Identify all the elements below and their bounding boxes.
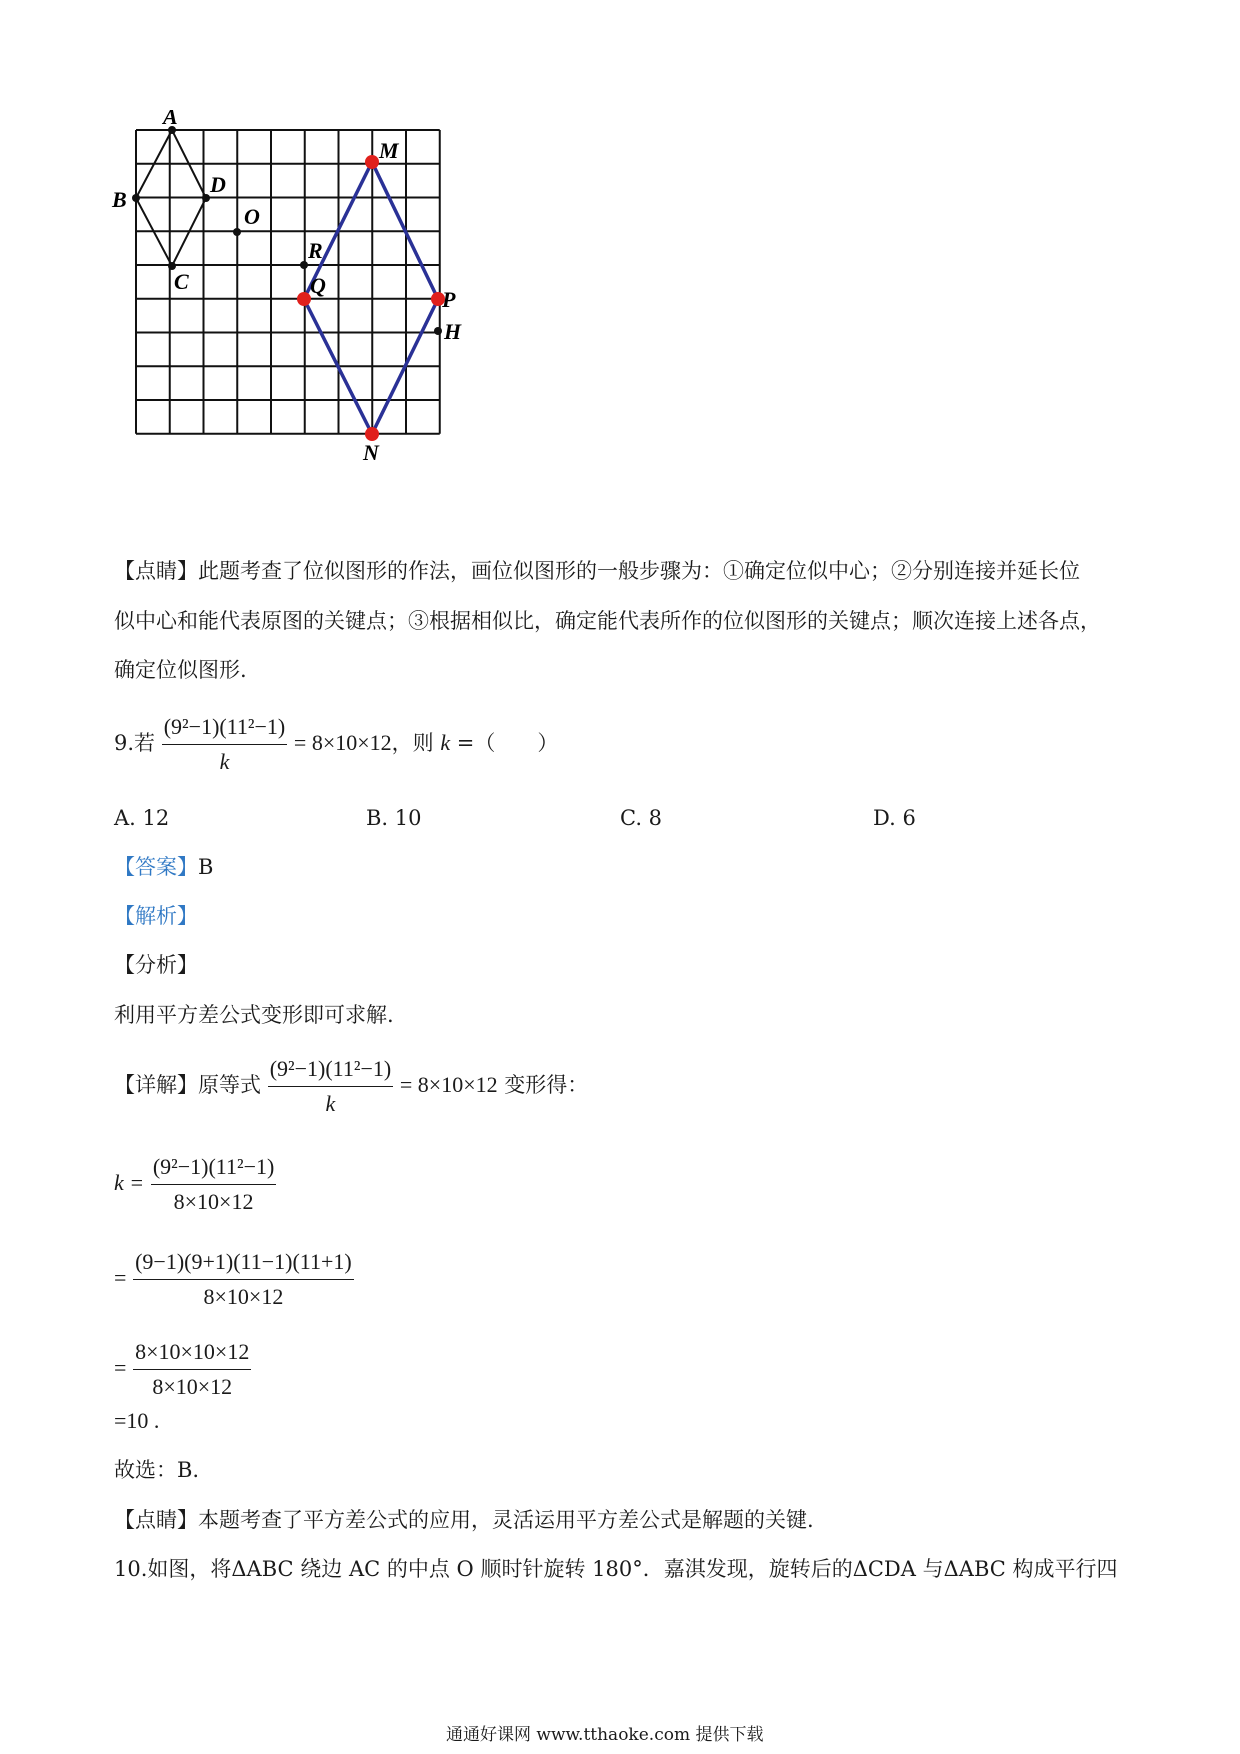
dianjing1-text1: 此题考查了位似图形的作法，画位似图形的一般步骤为：①确定位似中心；②分别连接并延长位: [198, 559, 1080, 583]
analysis-tag: 【解析】: [114, 904, 198, 928]
grid-figure: [110, 110, 530, 520]
option-c: C. 8: [620, 806, 663, 830]
label-R: R: [308, 238, 323, 263]
q9-fraction: [162, 712, 288, 777]
label-O: O: [244, 204, 260, 229]
q9-ask-var: k: [440, 730, 451, 755]
step-final: =10 .: [114, 1408, 160, 1433]
label-P: P: [442, 287, 456, 312]
dianjing1-tag: 【点睛】: [114, 559, 198, 583]
step2-eq: =: [114, 1265, 127, 1290]
step2-denominator: 8×10×12: [203, 1284, 284, 1309]
question-9: [114, 712, 558, 777]
option-a: A. 12: [114, 806, 170, 830]
detail-tail: 变形得：: [504, 1073, 589, 1097]
point-B-dot: [132, 194, 140, 202]
answer-tag: 【答案】: [114, 855, 198, 879]
q9-ask: ，则: [391, 731, 434, 755]
step1-numerator: (9²−1)(11²−1): [151, 1152, 277, 1185]
point-Q-dot: [297, 292, 311, 306]
point-O-dot: [233, 228, 241, 236]
q9-ask-eq: =（ ）: [456, 731, 559, 755]
step-3: [114, 1337, 251, 1402]
step1-denominator: 8×10×12: [173, 1189, 254, 1214]
label-A: A: [163, 110, 178, 129]
label-N: N: [363, 440, 379, 465]
point-H-dot: [434, 327, 442, 335]
step3-fraction: [133, 1337, 251, 1402]
point-D-dot: [202, 194, 210, 202]
dianjing1-line2: 似中心和能代表原图的关键点；③根据相似比，确定能代表所作的位似图形的关键点；顺次连接上述各点，: [114, 609, 1101, 633]
answer-value: B: [198, 855, 214, 879]
detail-tag: 【详解】: [114, 1073, 198, 1097]
dianjing2-tag: 【点睛】: [114, 1508, 198, 1532]
choice-text: 故选：B.: [114, 1458, 200, 1482]
q9-rhs: = 8×10×12: [293, 730, 392, 755]
step3-denominator: 8×10×12: [152, 1374, 233, 1399]
dianjing2-line: [114, 1505, 814, 1535]
label-H: H: [444, 319, 462, 344]
step2-fraction: [133, 1247, 354, 1312]
label-M: M: [379, 138, 399, 163]
detail-numerator: (9²−1)(11²−1): [268, 1054, 394, 1087]
step1-fraction: [151, 1152, 277, 1217]
footer-text: 通通好课网 www.tthaoke.com 提供下载: [446, 1725, 764, 1745]
step3-numerator: 8×10×10×12: [133, 1337, 251, 1370]
point-M-dot: [365, 155, 379, 169]
q9-denominator: k: [219, 749, 230, 774]
fenxi-tag: 【分析】: [114, 953, 198, 977]
dianjing1-line1: [114, 556, 1080, 586]
step3-eq: =: [114, 1355, 127, 1380]
dianjing1-line3: 确定位似图形.: [114, 658, 247, 682]
point-N-dot: [365, 427, 379, 441]
option-d: D. 6: [873, 806, 916, 830]
q9-numerator: (9²−1)(11²−1): [162, 712, 288, 745]
fenxi-text: 利用平方差公式变形即可求解.: [114, 1003, 394, 1027]
q9-prefix: 9.若: [114, 731, 156, 755]
dianjing2-text: 本题考查了平方差公式的应用，灵活运用平方差公式是解题的关键.: [198, 1508, 814, 1532]
label-B: B: [112, 187, 127, 212]
detail-line: [114, 1054, 588, 1119]
step1-lhs: k =: [114, 1170, 145, 1195]
question-10: 10.如图，将ΔABC 绕边 AC 的中点 O 顺时针旋转 180°．嘉淇发现，旋转后的ΔCDA 与ΔABC 构成平行四: [114, 1557, 1118, 1581]
detail-lead: 原等式: [198, 1073, 261, 1097]
step-2: [114, 1247, 354, 1312]
detail-fraction: [268, 1054, 394, 1119]
answer-line: [114, 852, 213, 882]
label-Q: Q: [310, 273, 326, 298]
point-R-dot: [300, 261, 308, 269]
step2-numerator: (9−1)(9+1)(11−1)(11+1): [133, 1247, 354, 1280]
label-D: D: [210, 172, 226, 197]
detail-denominator: k: [325, 1091, 336, 1116]
detail-rhs: = 8×10×12: [399, 1072, 498, 1097]
option-b: B. 10: [366, 806, 422, 830]
label-C: C: [174, 269, 189, 294]
step-1: [114, 1152, 276, 1217]
